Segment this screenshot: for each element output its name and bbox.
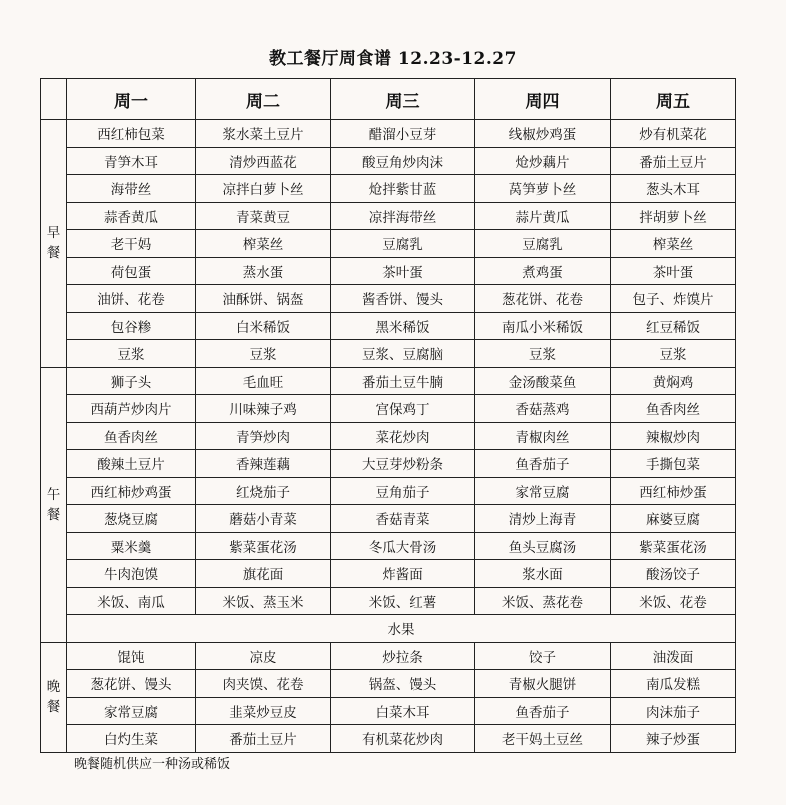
dish-cell: 老干妈 <box>67 230 196 258</box>
dish-cell: 青椒火腿饼 <box>475 670 611 698</box>
table-row <box>41 285 736 313</box>
dish-cell: 金汤酸菜鱼 <box>475 367 611 395</box>
dish-cell: 青笋木耳 <box>67 147 196 175</box>
footnote: 晚餐随机供应一种汤或稀饭 <box>74 757 231 772</box>
dish-cell: 狮子头 <box>67 367 196 395</box>
dish-cell: 凉拌海带丝 <box>331 202 475 230</box>
dish-cell: 红烧茄子 <box>196 477 331 505</box>
dish-cell: 蘑菇小青菜 <box>196 505 331 533</box>
table-row <box>41 367 736 395</box>
table-row <box>41 697 736 725</box>
dish-cell: 老干妈土豆丝 <box>475 725 611 753</box>
dish-cell: 米饭、蒸玉米 <box>196 587 331 615</box>
weekly-menu-table <box>40 78 736 753</box>
dish-cell: 紫菜蛋花汤 <box>611 532 736 560</box>
table-row <box>41 340 736 368</box>
day-header: 周一 <box>67 79 196 120</box>
dish-cell: 黑米稀饭 <box>331 312 475 340</box>
dish-cell: 包子、炸馍片 <box>611 285 736 313</box>
dish-cell: 西葫芦炒肉片 <box>67 395 196 423</box>
dish-cell: 鱼香茄子 <box>475 697 611 725</box>
dish-cell: 青笋炒肉 <box>196 422 331 450</box>
dish-cell: 家常豆腐 <box>475 477 611 505</box>
dish-cell: 酸豆角炒肉沫 <box>331 147 475 175</box>
dish-cell: 拌胡萝卜丝 <box>611 202 736 230</box>
dish-cell: 饺子 <box>475 642 611 670</box>
dish-cell: 蒸水蛋 <box>196 257 331 285</box>
dish-cell: 榨菜丝 <box>196 230 331 258</box>
dish-cell: 番茄土豆牛腩 <box>331 367 475 395</box>
table-row <box>41 587 736 615</box>
dish-cell: 豆浆 <box>196 340 331 368</box>
dish-cell: 炝拌紫甘蓝 <box>331 175 475 203</box>
dish-cell: 荷包蛋 <box>67 257 196 285</box>
dish-cell: 葱头木耳 <box>611 175 736 203</box>
dish-cell: 毛血旺 <box>196 367 331 395</box>
header-row <box>41 79 736 120</box>
dish-cell: 辣椒炒肉 <box>611 422 736 450</box>
dish-cell: 茶叶蛋 <box>611 257 736 285</box>
table-row <box>41 560 736 588</box>
dish-cell: 鱼香肉丝 <box>67 422 196 450</box>
dish-cell: 白米稀饭 <box>196 312 331 340</box>
dish-cell: 有机菜花炒肉 <box>331 725 475 753</box>
dish-cell: 包谷糁 <box>67 312 196 340</box>
dish-cell: 辣子炒蛋 <box>611 725 736 753</box>
meal-label: 早 餐 <box>41 120 67 368</box>
dish-cell: 西红柿炒蛋 <box>611 477 736 505</box>
table-row <box>41 642 736 670</box>
dish-cell: 青菜黄豆 <box>196 202 331 230</box>
dish-cell: 清炒上海青 <box>475 505 611 533</box>
dish-cell: 鱼香茄子 <box>475 450 611 478</box>
table-row <box>41 312 736 340</box>
dish-cell: 麻婆豆腐 <box>611 505 736 533</box>
dish-cell: 大豆芽炒粉条 <box>331 450 475 478</box>
dish-cell: 炝炒藕片 <box>475 147 611 175</box>
dish-cell: 豆浆 <box>475 340 611 368</box>
dish-cell: 米饭、蒸花卷 <box>475 587 611 615</box>
dish-cell: 肉沫茄子 <box>611 697 736 725</box>
dish-cell: 粟米羹 <box>67 532 196 560</box>
table-row <box>41 422 736 450</box>
dish-cell: 黄焖鸡 <box>611 367 736 395</box>
dish-cell: 菜花炒肉 <box>331 422 475 450</box>
day-header: 周二 <box>196 79 331 120</box>
corner-cell <box>41 79 67 120</box>
dish-cell: 浆水面 <box>475 560 611 588</box>
dish-cell: 香辣莲藕 <box>196 450 331 478</box>
table-row <box>41 257 736 285</box>
page-title: 教工餐厅周食谱 12.23-12.27 <box>269 49 517 69</box>
dish-cell: 豆腐乳 <box>331 230 475 258</box>
dish-cell: 线椒炒鸡蛋 <box>475 120 611 148</box>
dish-cell: 米饭、红薯 <box>331 587 475 615</box>
dish-cell: 葱烧豆腐 <box>67 505 196 533</box>
table-row <box>41 670 736 698</box>
dish-cell: 酸辣土豆片 <box>67 450 196 478</box>
dish-cell: 豆腐乳 <box>475 230 611 258</box>
day-header: 周五 <box>611 79 736 120</box>
dish-cell: 葱花饼、花卷 <box>475 285 611 313</box>
dish-cell: 旗花面 <box>196 560 331 588</box>
dish-cell: 茶叶蛋 <box>331 257 475 285</box>
table-row <box>41 202 736 230</box>
dish-cell: 蒜香黄瓜 <box>67 202 196 230</box>
dish-cell: 西红柿包菜 <box>67 120 196 148</box>
dish-cell: 锅盔、馒头 <box>331 670 475 698</box>
table-row <box>41 147 736 175</box>
table-row <box>41 505 736 533</box>
dish-cell: 肉夹馍、花卷 <box>196 670 331 698</box>
dish-cell: 蒜片黄瓜 <box>475 202 611 230</box>
dish-cell: 冬瓜大骨汤 <box>331 532 475 560</box>
dish-cell: 油饼、花卷 <box>67 285 196 313</box>
day-header: 周四 <box>475 79 611 120</box>
dish-cell: 红豆稀饭 <box>611 312 736 340</box>
dish-cell: 米饭、南瓜 <box>67 587 196 615</box>
dish-cell: 紫菜蛋花汤 <box>196 532 331 560</box>
dish-cell: 海带丝 <box>67 175 196 203</box>
dish-cell: 西红柿炒鸡蛋 <box>67 477 196 505</box>
table-row <box>41 230 736 258</box>
dish-cell: 酸汤饺子 <box>611 560 736 588</box>
dish-cell: 家常豆腐 <box>67 697 196 725</box>
shared-dish-cell: 水果 <box>67 615 736 643</box>
dish-cell: 酱香饼、馒头 <box>331 285 475 313</box>
day-header: 周三 <box>331 79 475 120</box>
dish-cell: 馄饨 <box>67 642 196 670</box>
dish-cell: 油泼面 <box>611 642 736 670</box>
table-row <box>41 615 736 643</box>
table-row <box>41 725 736 753</box>
dish-cell: 白灼生菜 <box>67 725 196 753</box>
dish-cell: 香菇青菜 <box>331 505 475 533</box>
dish-cell: 凉拌白萝卜丝 <box>196 175 331 203</box>
meal-label: 午 餐 <box>41 367 67 642</box>
dish-cell: 榨菜丝 <box>611 230 736 258</box>
meal-label: 晚 餐 <box>41 642 67 752</box>
dish-cell: 牛肉泡馍 <box>67 560 196 588</box>
table-row <box>41 477 736 505</box>
menu-body <box>41 120 736 753</box>
table-row <box>41 450 736 478</box>
dish-cell: 莴笋萝卜丝 <box>475 175 611 203</box>
table-row <box>41 120 736 148</box>
dish-cell: 豆浆 <box>67 340 196 368</box>
dish-cell: 豆浆 <box>611 340 736 368</box>
dish-cell: 南瓜发糕 <box>611 670 736 698</box>
dish-cell: 韭菜炒豆皮 <box>196 697 331 725</box>
dish-cell: 南瓜小米稀饭 <box>475 312 611 340</box>
dish-cell: 香菇蒸鸡 <box>475 395 611 423</box>
dish-cell: 白菜木耳 <box>331 697 475 725</box>
dish-cell: 番茄土豆片 <box>196 725 331 753</box>
dish-cell: 鱼香肉丝 <box>611 395 736 423</box>
dish-cell: 米饭、花卷 <box>611 587 736 615</box>
dish-cell: 葱花饼、馒头 <box>67 670 196 698</box>
dish-cell: 炸酱面 <box>331 560 475 588</box>
dish-cell: 青椒肉丝 <box>475 422 611 450</box>
dish-cell: 川味辣子鸡 <box>196 395 331 423</box>
table-row <box>41 175 736 203</box>
dish-cell: 番茄土豆片 <box>611 147 736 175</box>
dish-cell: 豆浆、豆腐脑 <box>331 340 475 368</box>
dish-cell: 煮鸡蛋 <box>475 257 611 285</box>
dish-cell: 清炒西蓝花 <box>196 147 331 175</box>
dish-cell: 手撕包菜 <box>611 450 736 478</box>
dish-cell: 鱼头豆腐汤 <box>475 532 611 560</box>
table-row <box>41 532 736 560</box>
dish-cell: 醋溜小豆芽 <box>331 120 475 148</box>
dish-cell: 浆水菜土豆片 <box>196 120 331 148</box>
table-row <box>41 395 736 423</box>
dish-cell: 油酥饼、锅盔 <box>196 285 331 313</box>
dish-cell: 炒拉条 <box>331 642 475 670</box>
dish-cell: 宫保鸡丁 <box>331 395 475 423</box>
dish-cell: 凉皮 <box>196 642 331 670</box>
dish-cell: 炒有机菜花 <box>611 120 736 148</box>
dish-cell: 豆角茄子 <box>331 477 475 505</box>
